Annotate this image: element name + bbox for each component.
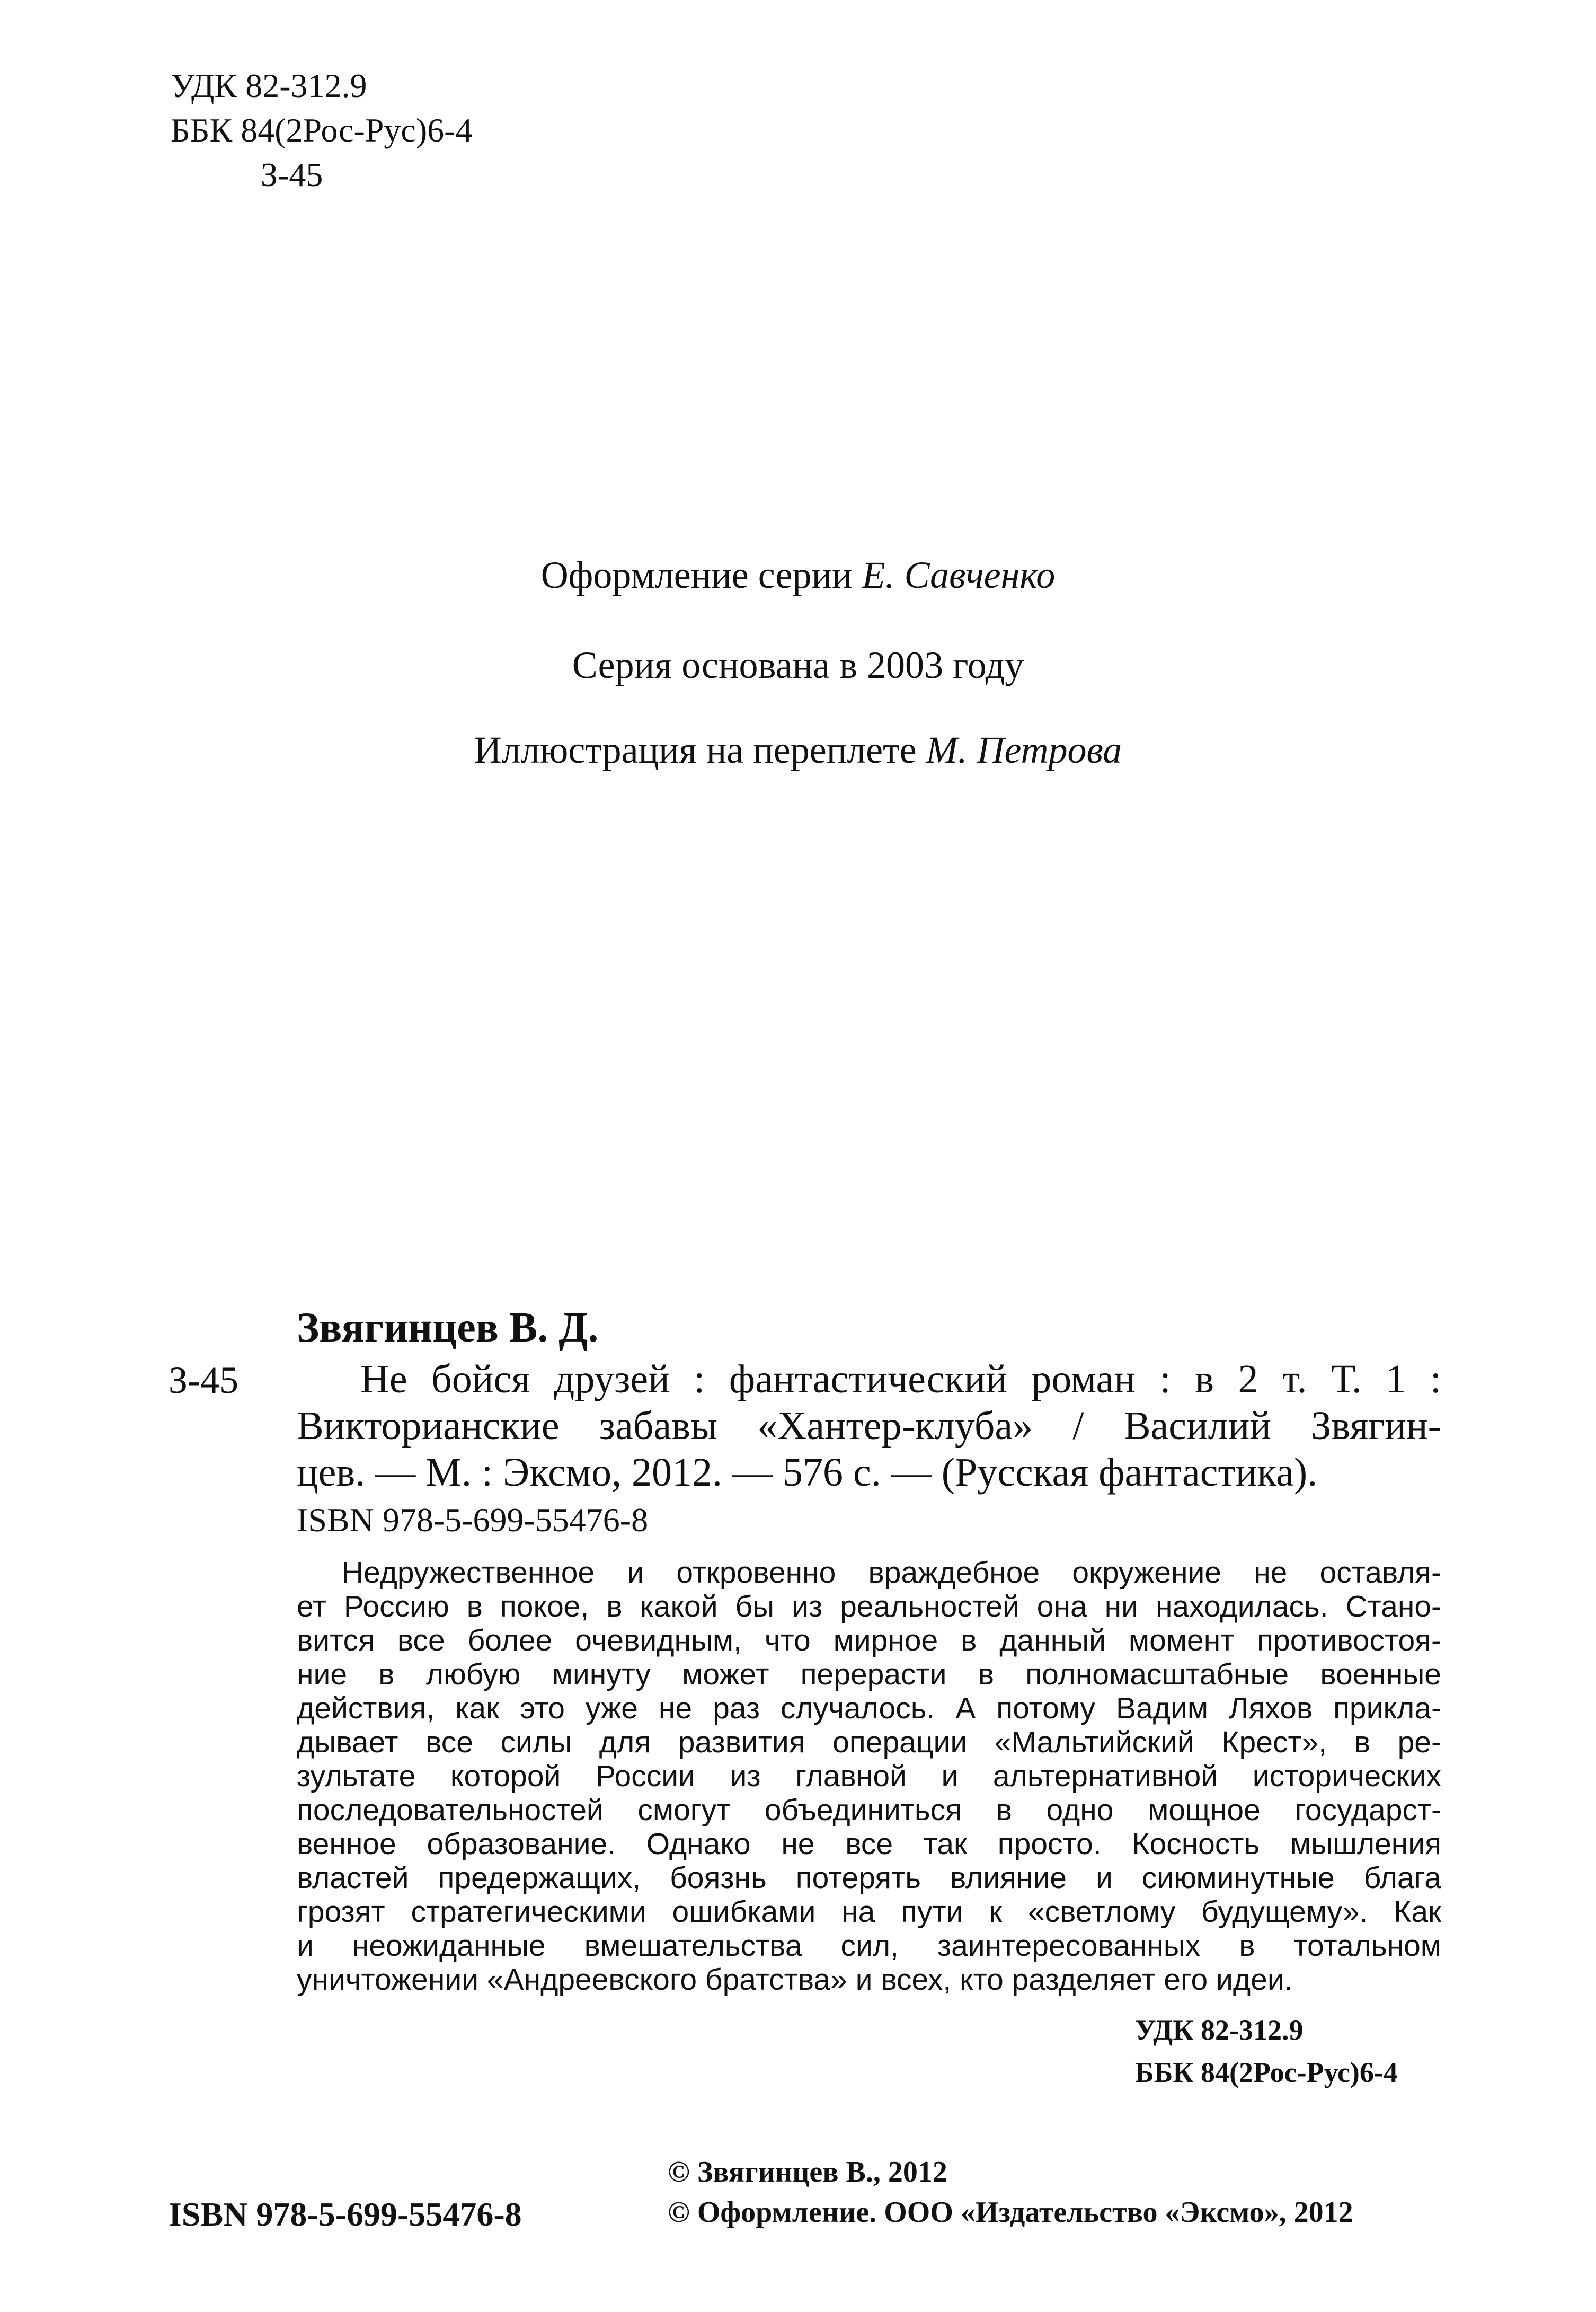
series-design-label: Оформление серии: [540, 554, 853, 596]
annotation-line: последовательностей смогут объединиться в одно мощное государст-: [297, 1793, 1441, 1827]
copyright-author: © Звягинцев В., 2012: [668, 2156, 947, 2189]
series-design-name: Е. Савченко: [862, 554, 1056, 596]
udk-code: УДК 82-312.9: [1135, 2014, 1304, 2046]
annotation: [297, 1556, 1441, 1997]
bbk-code: ББК 84(2Рос-Рус)6-4: [171, 111, 473, 149]
entry-line: цев. — М. : Эксмо, 2012. — 576 с. — (Русская фантастика).: [297, 1450, 1318, 1495]
annotation-line: и неожиданные вмешательства сил, заинтересованных в тотальном: [297, 1929, 1441, 1963]
annotation-line: зультате которой России из главной и альтернативной исторических: [297, 1759, 1441, 1793]
bibliographic-entry: [297, 1356, 1441, 1496]
footer-isbn: ISBN 978-5-699-55476-8: [169, 2195, 522, 2233]
annotation-line: венное образование. Однако не все так просто. Косность мышления: [297, 1827, 1441, 1861]
entry-line: Не бойся друзей : фантастический роман : в 2 т. Т. 1 :: [360, 1357, 1441, 1401]
annotation-line: действия, как это уже не раз случалось. А потому Вадим Ляхов прикла-: [297, 1691, 1441, 1725]
annotation-line: грозят стратегическими ошибками на пути к «светлому будущему». Как: [297, 1895, 1441, 1929]
author-mark: З-45: [261, 156, 323, 193]
bbk-code: ББК 84(2Рос-Рус)6-4: [1135, 2057, 1398, 2088]
entry-line: Викторианские забавы «Хантер-клуба» / Василий Звягин-: [297, 1404, 1441, 1448]
classification-bottom: [1135, 2009, 1432, 2094]
annotation-line: уничтожении «Андреевского братства» и всех, кто разделяет его идеи.: [297, 1963, 1293, 1997]
annotation-line: ние в любую минуту может перерасти в полномасштабные военные: [297, 1657, 1441, 1691]
annotation-line: Недружественное и откровенно враждебное окружение не оставля-: [342, 1556, 1441, 1590]
annotation-line: дывает все силы для развития операции «Мальтийский Крест», в ре-: [297, 1725, 1441, 1759]
series-founded: Серия основана в 2003 году: [572, 644, 1024, 686]
classification-top: [171, 64, 472, 197]
cover-illustration-label: Иллюстрация на переплете: [474, 729, 917, 771]
annotation-line: вится все более очевидным, что мирное в данный момент противостоя-: [297, 1623, 1441, 1657]
cover-illustration-credit: [0, 726, 1596, 774]
annotation-line: властей предержащих, боязнь потерять влияние и сиюминутные блага: [297, 1861, 1441, 1895]
copyright-design: © Оформление. ООО «Издательство «Эксмо», 2012: [668, 2196, 1353, 2229]
annotation-line: ет Россию в покое, в какой бы из реальностей она ни находилась. Стано-: [297, 1590, 1441, 1623]
entry-isbn: ISBN 978-5-699-55476-8: [297, 1501, 649, 1539]
udk-code: УДК 82-312.9: [171, 67, 367, 104]
series-design-credit: [0, 551, 1596, 599]
entry-author: Звягинцев В. Д.: [297, 1304, 599, 1351]
entry-code: З-45: [169, 1359, 239, 1401]
cover-illustration-name: М. Петрова: [926, 729, 1122, 771]
copyright-block: [668, 2152, 1353, 2232]
